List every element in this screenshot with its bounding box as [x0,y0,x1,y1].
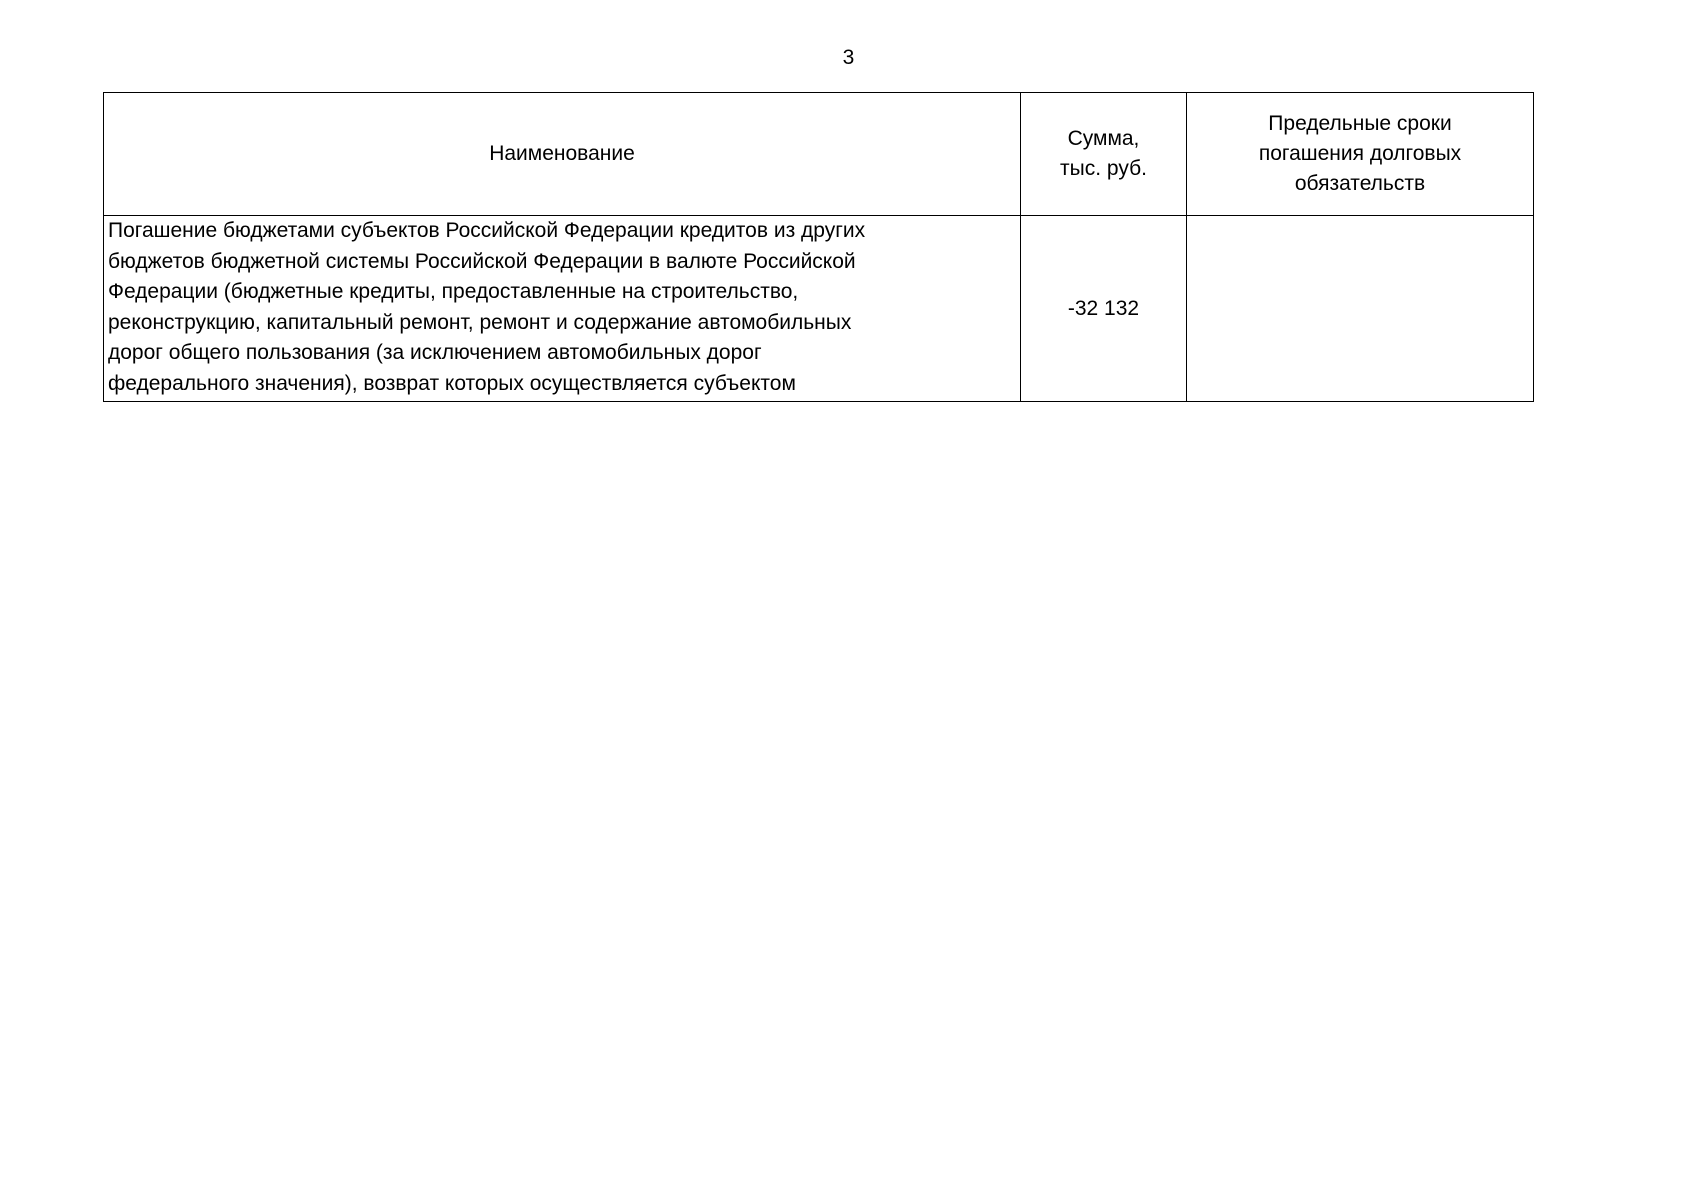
header-sum-line1: Сумма, [1067,127,1140,150]
header-term-label [1187,109,1533,199]
row-name-line-5: дорог общего пользования (за исключением автомобильных дорог [108,341,762,364]
header-name-label: Наименование [489,142,635,165]
header-term-line2: погашения долговых [1258,142,1462,165]
header-sum [1021,93,1187,216]
table-body [104,216,1534,402]
row-name-line-6: федерального значения), возврат которых осуществляется субъектом [108,371,796,395]
header-term [1187,93,1534,216]
header-term-line3: обязательств [1294,172,1426,195]
header-name [104,93,1021,216]
page-number: 3 [842,46,855,69]
row-sum-cell [1021,216,1187,402]
header-row [104,93,1534,216]
header-sum-label [1021,124,1186,184]
row-name-line-2: бюджетов бюджетной системы Российской Федерации в валюте Российской [108,249,856,273]
table-row [104,216,1534,402]
row-term-cell [1187,216,1534,402]
row-name-line-3: Федерации (бюджетные кредиты, предоставленные на строительство, [108,280,799,303]
header-sum-line2: тыс. руб. [1060,157,1147,180]
debt-repayment-table [103,92,1534,402]
row-sum-value: -32 132 [1067,296,1140,320]
table-header [104,93,1534,216]
row-name-cell [104,216,1021,402]
row-name-text [104,216,1020,401]
row-name-line-4: реконструкцию, капитальный ремонт, ремонт и содержание автомобильных [108,310,852,334]
header-term-line1: Предельные сроки [1268,112,1452,135]
row-name-line-1: Погашение бюджетами субъектов Российской Федерации кредитов из других [108,219,866,242]
